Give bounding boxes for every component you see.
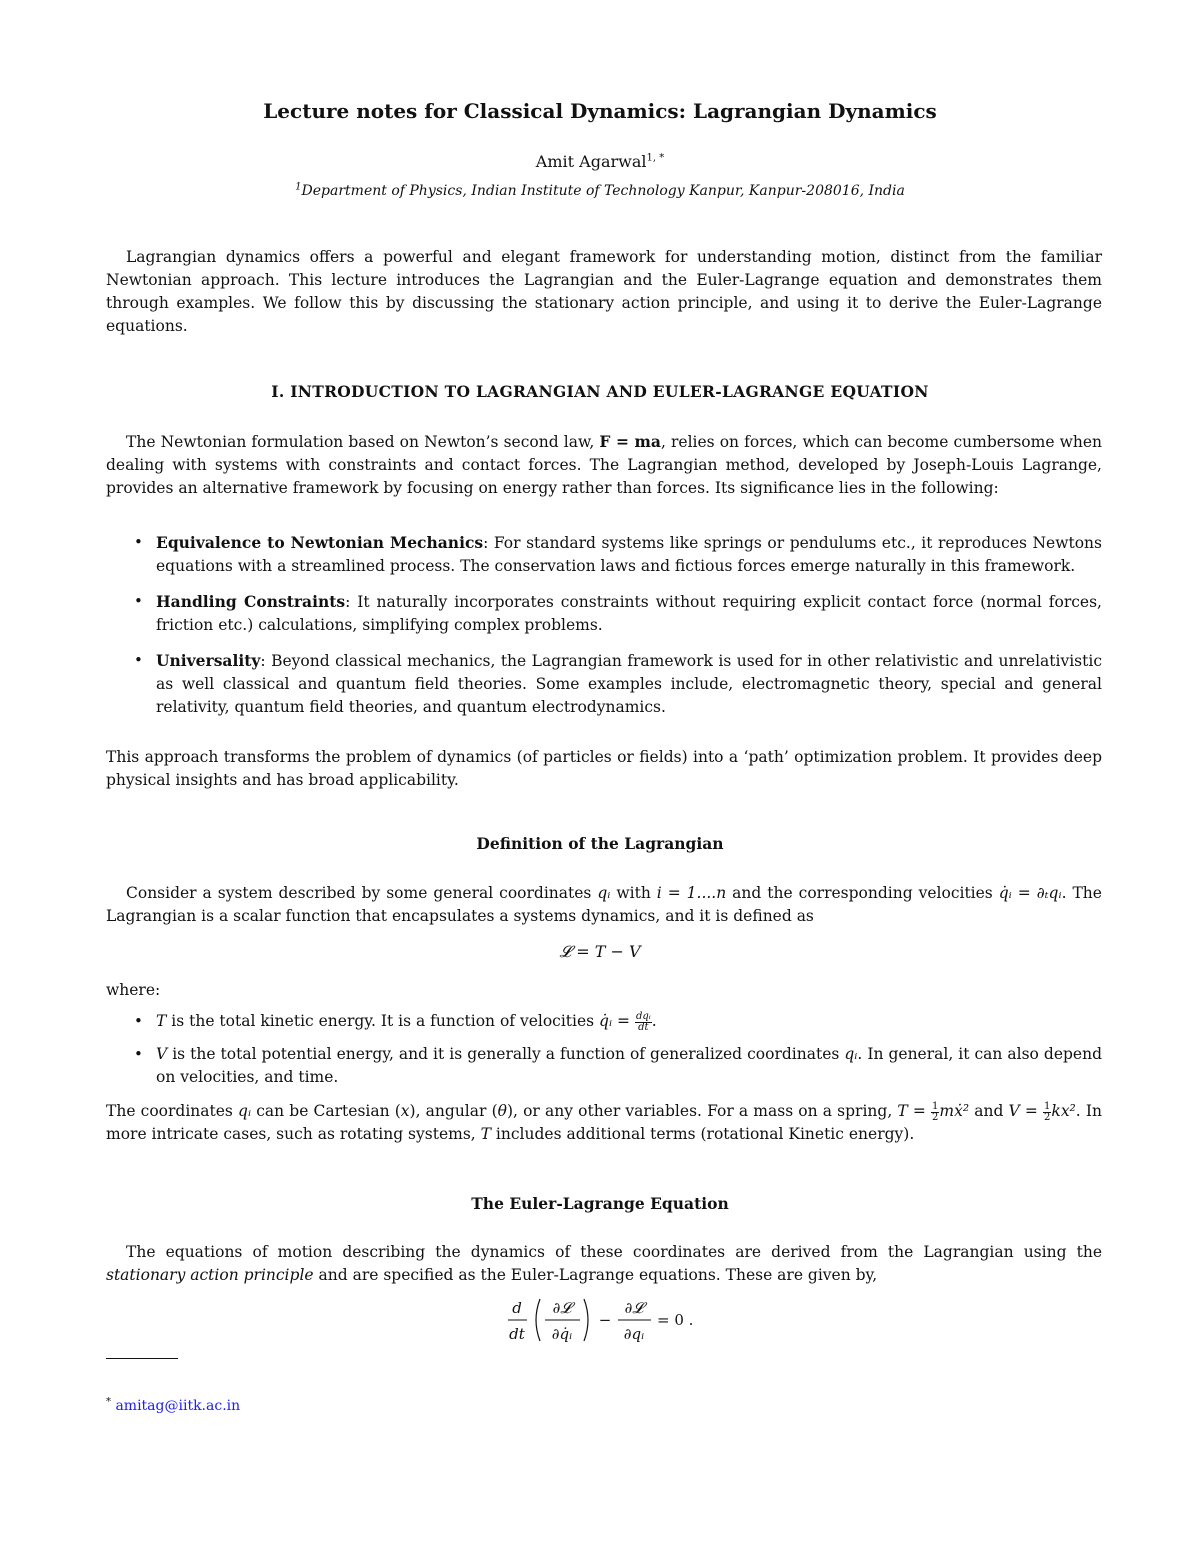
definition-text: Consider a system described by some general coordinates [126,884,598,902]
intro-text-a: The Newtonian formulation based on Newton’s second law, [126,433,600,451]
footnote-mark: * [106,1396,111,1408]
eq-numerator-1: ∂𝓛 [552,1299,572,1317]
math-V: V [156,1045,168,1063]
paper-title: Lecture notes for Classical Dynamics: Lagrangian Dynamics [263,99,937,123]
math-velocity: q̇ᵢ = ∂ₜqᵢ [998,884,1062,902]
fraction-denominator: dt [638,1021,649,1033]
math-qi: qᵢ [844,1045,858,1063]
bullet-text: is the total kinetic energy. It is a function of velocities [166,1012,600,1030]
closing-text: includes additional terms (rotational Kinetic energy). [490,1125,915,1143]
math-T: T [480,1125,491,1143]
list-item [106,531,1102,578]
footnote-rule [106,1358,178,1359]
section-heading: I. INTRODUCTION TO LAGRANGIAN AND EULER-LAGRANGE EQUATION [271,382,929,401]
lagrangian-equation: 𝓛 = T − V [559,942,641,961]
fraction-denominator: 2 [932,1111,939,1123]
closing-text: ), angular ( [409,1102,498,1120]
eq-denominator-1: ∂q̇ᵢ [551,1325,573,1343]
closing-text: ), or any other variables. For a mass on a spring, [506,1102,898,1120]
where-label: where: [106,981,161,999]
affiliation-superscript: 1 [295,181,302,193]
fraction-numerator: 1 [932,1100,939,1112]
email-link[interactable]: amitag@iitk.ac.in [115,1398,241,1414]
definition-text: and the corresponding velocities [726,884,999,902]
eq-rhs: = 0 . [657,1311,694,1329]
list-item [106,649,1102,719]
intro-equation: F = ma [599,432,661,451]
math-T-eq: T = [897,1102,926,1120]
abstract: Lagrangian dynamics offers a powerful and elegant framework for understanding motion, distinct from the familiar Newtonian approach. This lecture introduces the Lagrangian and the Euler-Lagrange equation and demonstrates them through examples. We follow this by discussing the stationary action principle, and using it to derive the Euler-Lagrange equations. [106,248,1102,335]
bullet-text: is the total potential energy, and it is generally a function of generalized coordinates [167,1045,845,1063]
eq-minus: − [598,1311,612,1329]
math-V-eq: V = [1008,1102,1038,1120]
fraction-numerator: 1 [1044,1100,1051,1112]
math-kinetic: mẋ² [939,1102,970,1120]
footnote [106,1395,240,1418]
author-superscript: 1, * [646,152,665,164]
definition-closing [106,1100,1102,1146]
list-item [106,590,1102,637]
bullet-text: . In general, it can also depend on velocities, and time. [156,1045,1102,1086]
euler-paragraph [106,1241,1102,1287]
author-line [0,150,1200,173]
math-x: x [400,1102,410,1120]
subsection-heading-euler: The Euler-Lagrange Equation [471,1194,729,1213]
bullet-icon: • [134,533,143,551]
intro-text-b: , relies on forces, which can become cumbersome when dealing with systems with constraints and contact forces. The Lagrangian method, developed by Joseph-Louis Lagrange, provides an alternative framework by focusing on energy rather than forces. Its significance lies in the following: [106,433,1103,497]
definition-paragraph [106,882,1102,928]
intro-paragraph [106,430,1102,500]
bullet-icon: • [134,1012,143,1030]
fraction-numerator: dqᵢ [635,1010,651,1022]
bullet-icon: • [134,651,143,669]
math-potential: kx² [1051,1102,1076,1120]
eq-dt: dt [509,1325,525,1343]
bullet-label: Equivalence to Newtonian Mechanics [156,533,484,552]
eq-denominator-2: ∂qᵢ [623,1325,645,1343]
math-range: i = 1....n [656,884,727,902]
intro-closing: This approach transforms the problem of dynamics (of particles or fields) into a ‘path’ optimization problem. It provides deep physical insights and has broad applicability. [106,748,1102,789]
math-qi: qᵢ [597,884,611,902]
euler-emphasis: stationary action principle [106,1266,314,1284]
fraction-denominator: 2 [1044,1111,1051,1123]
euler-lagrange-equation [0,1295,1200,1349]
math-qdot: q̇ᵢ = [599,1012,631,1030]
list-item: • T is the total kinetic energy. It is a function of velocities q̇ᵢ = $\frac{\text{dqᵢ}}{dt}$ . [134,1010,657,1033]
affiliation-line [0,180,1200,203]
euler-text: The equations of motion describing the dynamics of these coordinates are derived from the Lagrangian using the [126,1243,1102,1261]
euler-text: and are specified as the Euler-Lagrange equations. These are given by, [313,1266,878,1284]
eq-left-paren [536,1299,540,1341]
bullet-icon: • [134,1045,143,1063]
bullet-text: : For standard systems like springs or pendulums etc., it reproduces Newtons equations with a streamlined process. The conservation laws and fictious forces emerge naturally in this framework. [156,534,1102,575]
bullet-icon: • [134,592,143,610]
math-theta: θ [497,1102,507,1120]
closing-text: . In more intricate cases, such as rotating systems, [106,1102,1102,1143]
fraction-dq-dt [635,1012,652,1033]
bullet-text: : Beyond classical mechanics, the Lagrangian framework is used for in other relativistic and unrelativistic as well classical and quantum field theories. Some examples include, electromagnetic theory, special and general relativity, quantum field theories, and quantum electrodynamics. [156,652,1102,716]
eq-d: d [512,1299,522,1317]
closing-text: and [969,1102,1004,1120]
list-item [106,1043,1102,1089]
closing-text: can be Cartesian ( [251,1102,401,1120]
significance-list [106,531,1102,719]
closing-text: The coordinates [106,1102,239,1120]
definition-list [106,1010,1102,1089]
author-name: Amit Agarwal [535,152,647,171]
eq-numerator-2: ∂𝓛 [624,1299,644,1317]
bullet-label: Handling Constraints [156,592,346,611]
definition-text: . The Lagrangian is a scalar function that encapsulates a systems dynamics, and it is defined as [106,884,1102,925]
affiliation-text: Department of Physics, Indian Institute of Technology Kanpur, Kanpur-208016, India [301,183,905,199]
math-T: T [156,1012,167,1030]
math-qi: qᵢ [238,1102,252,1120]
bullet-label: Universality [156,651,261,670]
eq-right-paren [584,1299,588,1341]
bullet-text: : It naturally incorporates constraints without requiring explicit contact force (normal forces, friction etc.) calculations, simplifying complex problems. [156,593,1102,634]
definition-text: with [610,884,657,902]
subsection-heading-definition: Definition of the Lagrangian [476,834,724,853]
